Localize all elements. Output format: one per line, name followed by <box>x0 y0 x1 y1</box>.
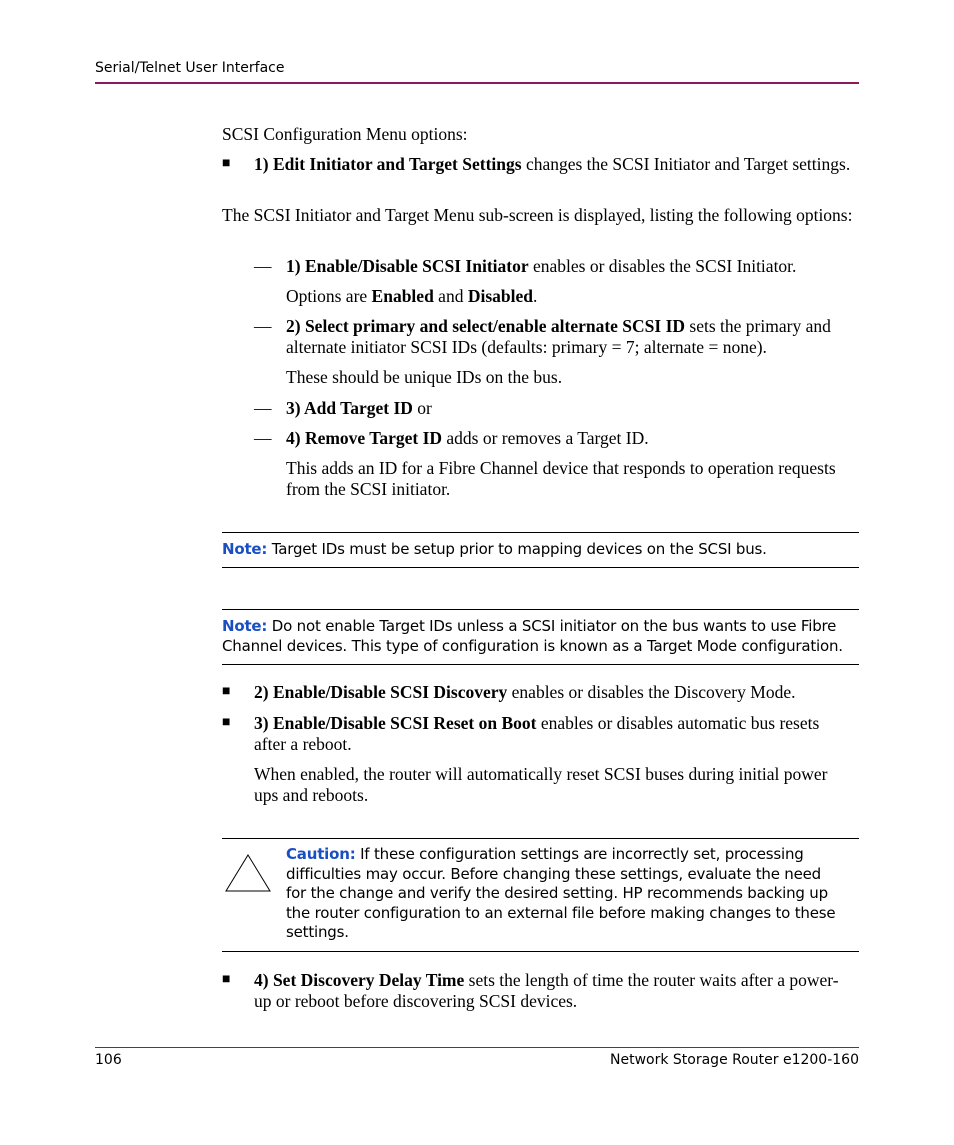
dash-marker: — <box>254 428 272 448</box>
item-heading: 4) Set Discovery Delay Time <box>254 970 465 990</box>
note-content <box>222 533 859 565</box>
dash-marker: — <box>254 256 272 276</box>
caution-triangle-icon <box>224 853 272 893</box>
sub-item-description: enables or disables the SCSI Initiator. <box>528 256 797 276</box>
footer-product-name: Network Storage Router e1200-160 <box>610 1052 859 1068</box>
submenu-intro: The SCSI Initiator and Target Menu sub-screen is displayed, listing the following options: <box>222 205 853 225</box>
caution-label: Caution: <box>286 845 356 863</box>
bullet-marker: ■ <box>222 715 231 730</box>
sub-item-select-scsi-id <box>286 316 859 358</box>
list-item-scsi-reset <box>254 713 854 755</box>
item-heading: 1) Edit Initiator and Target Settings <box>254 154 522 174</box>
item-note: When enabled, the router will automatically reset SCSI buses during initial power ups and reboots. <box>254 764 828 805</box>
bullet-marker: ■ <box>222 156 231 171</box>
sub-item-description: adds or removes a Target ID. <box>442 428 649 448</box>
item-heading: 3) Enable/Disable SCSI Reset on Boot <box>254 713 537 733</box>
list-item-scsi-discovery <box>254 682 859 703</box>
sub-item-options: Options are Enabled and Disabled. <box>286 286 538 306</box>
sub-item-heading: 1) Enable/Disable SCSI Initiator <box>286 256 529 276</box>
footer-rule <box>95 1047 859 1048</box>
item-heading: 2) Enable/Disable SCSI Discovery <box>254 682 508 702</box>
note-label: Note: <box>222 617 268 635</box>
sub-item-description: sets the primary and alternate initiator SCSI IDs (defaults: primary = 7; alternate = none). <box>286 316 831 357</box>
bullet-marker: ■ <box>222 972 231 987</box>
note-box <box>222 532 859 568</box>
list-item-edit-initiator <box>254 154 859 175</box>
sub-item-heading: 2) Select primary and select/enable alternate SCSI ID <box>286 316 686 336</box>
dash-marker: — <box>254 398 272 418</box>
header-rule <box>95 82 859 84</box>
sub-item-description: or <box>412 398 432 418</box>
note-label: Note: <box>222 540 268 558</box>
dash-marker: — <box>254 316 272 336</box>
sub-item-heading: 4) Remove Target ID <box>286 428 443 448</box>
note-text: Target IDs must be setup prior to mapping devices on the SCSI bus. <box>267 540 767 558</box>
running-header: Serial/Telnet User Interface <box>95 60 285 76</box>
bullet-marker: ■ <box>222 684 231 699</box>
note-content <box>222 610 859 662</box>
sub-item-enable-initiator <box>286 256 859 277</box>
intro-text: SCSI Configuration Menu options: <box>222 124 468 144</box>
item-description: changes the SCSI Initiator and Target settings. <box>521 154 851 174</box>
sub-item-note: These should be unique IDs on the bus. <box>286 367 563 387</box>
item-description: enables or disables the Discovery Mode. <box>507 682 796 702</box>
list-item-discovery-delay <box>254 970 854 1012</box>
note-box <box>222 609 859 665</box>
sub-item-remove-target <box>286 428 859 449</box>
sub-item-add-target <box>286 398 859 419</box>
note-text: Do not enable Target IDs unless a SCSI initiator on the bus wants to use Fibre Channel devices. This type of configuration is known as a Target Mode configuration. <box>222 617 843 655</box>
caution-text: If these configuration settings are incorrectly set, processing difficulties may occur. Before changing these settings, evaluate the need for the change and verify the desired setting. HP recommends backing up the router configuration to an external file before making changes to these settings. <box>286 845 836 941</box>
sub-item-heading: 3) Add Target ID <box>286 398 413 418</box>
caution-box <box>222 838 859 952</box>
page-number: 106 <box>95 1052 122 1068</box>
sub-item-note: This adds an ID for a Fibre Channel device that responds to operation requests from the SCSI initiator. <box>286 458 836 499</box>
caution-content <box>286 839 841 949</box>
item-description: enables or disables automatic bus resets after a reboot. <box>254 713 820 754</box>
item-description: sets the length of time the router waits after a power-up or reboot before discovering SCSI devices. <box>254 970 839 1011</box>
